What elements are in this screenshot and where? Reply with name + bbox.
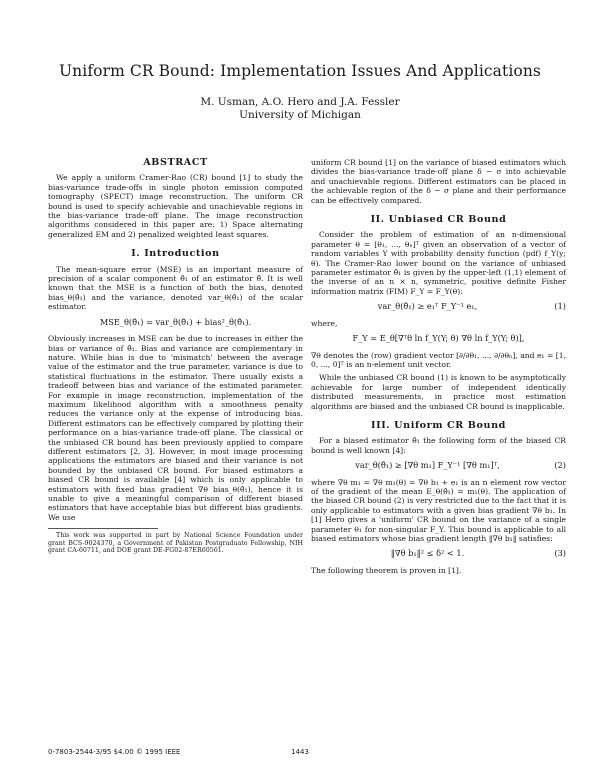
copyright-footer: 0-7803-2544-3/95 $4.00 © 1995 IEEE — [48, 748, 181, 756]
equation-2-number: (2) — [554, 460, 566, 471]
equation-3-expr: ‖∇θ b₁‖² ≤ δ² < 1. — [390, 548, 465, 559]
abstract-heading: ABSTRACT — [143, 157, 208, 168]
equation-1-expr: var_θ(θ̂₁) ≥ e₁ᵀ F_Y⁻¹ e₁, — [377, 301, 478, 312]
uniform-paragraph-1: For a biased estimator θ̂₁ the following form of the biased CR bound is well known [4]: — [311, 436, 566, 455]
equation-3 — [311, 549, 566, 558]
uniform-paragraph-2: where ∇θ m₁ = ∇θ m₁(θ) = ∇θ b₁ + e₁ is an n element row vector of the gradient of the mean E_θ(θ̂₁) = m₁(θ). The application of the biased CR bound (2) is very restricted due to the fact that it is only applicable to estimators with a given bias gradient ∇θ b₁. In [1] Hero gives a 'uniform' CR bound on the variance of a single parameter θ₁ for non-singular F_Y. This bound is applicable to all biased estimators whose bias gradient length ‖∇θ b₁‖ satisfies: — [311, 477, 566, 543]
equation-1-number: (1) — [554, 301, 566, 312]
unbiased-paragraph-2: ∇θ denotes the (row) gradient vector [∂/∂θ₁, ..., ∂/∂θₙ], and e₁ = [1, 0, ..., 0]ᵀ is an n-element unit vector. — [311, 350, 566, 369]
equation-1 — [311, 302, 566, 311]
introduction-heading: I. Introduction — [131, 248, 220, 260]
equation-2-expr: var_θ(θ̂₁) ≥ [∇θ m₁] F_Y⁻¹ [∇θ m₁]ᵀ, — [355, 460, 500, 471]
right-column — [311, 158, 566, 579]
abstract-text: We apply a uniform Cramer-Rao (CR) bound [1] to study the bias-variance trade-offs in single photon emission computed tomography (SPECT) image reconstruction. The uniform CR bound is used to specify achievable and unachievable regions in the bias-variance trade-off plane. The image reconstruction algorithms considered in this paper are: 1) Space alternating generalized EM and 2) penalized weighted least squares. — [48, 173, 303, 239]
intro-paragraph-1: The mean-square error (MSE) is an important measure of precision of a scalar component θ̂₁ of an estimator θ̂. It is well known that the MSE is a function of both the bias, denoted bias_θ(θ̂₁) and the variance, denoted var_θ(θ̂₁) of the scalar estimator. — [48, 264, 303, 312]
fim-equation — [311, 334, 566, 343]
equation-3-number: (3) — [554, 548, 566, 559]
uniform-cr-heading: III. Uniform CR Bound — [371, 419, 506, 431]
unbiased-paragraph-1: Consider the problem of estimation of an n-dimensional parameter θ = [θ₁, ..., θₙ]ᵀ given an observation of a vector of random variables Y with probability density function (pdf) f_Y(y; θ). The Cramer-Rao lower bound on the variance of unbiased parameter estimator θ̂₁ is given by the upper-left (1,1) element of the inverse of an n × n, symmetric, positive definite Fisher information matrix (FIM) F_Y = F_Y(θ): — [311, 230, 566, 296]
fim-equation-expr: F_Y = E_θ[∇ᵀθ ln f_Y(Y; θ) ∇θ ln f_Y(Y; θ)], — [352, 333, 525, 344]
intro-paragraph-2: Obviously increases in MSE can be due to increases in either the bias or variance of θ̂₁. Bias and variance are complementary in nature. While bias is due to 'mismatch' between the average value of the estimator and the true parameter, variance is due to statistical fluctuations in the estimator. There usually exists a tradeoff between bias and variance of the estimated parameter. For example in image reconstruction, implementation of the maximum likelihood algorithm with a smoothness penalty reduces the variance only at the expense of introducing bias. Different estimators can be effectively compared by plotting their performance on a bias-variance trade-off plane. The classical or the unbiased CR bound has been previously applied to compare different estimators [2, 3]. However, in most image processing applications the estimators are biased and their variance is not bounded by the unbiased CR bound. For biased estimators a biased CR bound is available [4] which is only applicable to estimators with fixed bias gradient ∇θ bias_θ(θ̂₁), hence it is unable to give a meaningful comparison of different biased estimators that have acceptable bias but different bias gradients. We use — [48, 334, 303, 522]
author-block — [0, 96, 600, 122]
mse-equation-expr: MSE_θ(θ̂₁) = var_θ(θ̂₁) + bias²_θ(θ̂₁). — [99, 316, 252, 327]
where-label: where, — [311, 318, 338, 328]
equation-2 — [311, 461, 566, 470]
unbiased-cr-heading: II. Unbiased CR Bound — [370, 214, 507, 226]
paper-title: Uniform CR Bound: Implementation Issues And Applications — [59, 62, 541, 80]
uniform-paragraph-3: The following theorem is proven in [1]. — [311, 565, 462, 575]
author-affiliation: University of Michigan — [239, 109, 361, 121]
author-names: M. Usman, A.O. Hero and J.A. Fessler — [200, 96, 400, 108]
left-column — [48, 158, 303, 555]
unbiased-paragraph-3: While the unbiased CR bound (1) is known to be asymptotically achievable for large number of independent identically distributed measurements, in practice most estimation algorithms are biased and the unbiased CR bound is inapplicable. — [311, 373, 566, 411]
page-number: 1443 — [291, 748, 309, 756]
right-continuation-paragraph: uniform CR bound [1] on the variance of biased estimators which divides the bias-variance trade-off plane δ − σ into achievable and unachievable regions. Different estimators can be placed in the achievable region of the δ − σ plane and their performance can be effectively compared. — [311, 158, 566, 205]
footnote-text: This work was supported in part by National Science Foundation under grant BCS-9024370, a Government of Pakistan Postgraduate Fellowship, NIH grant CA-60711, and DOE grant DE-FG02-87ER60561. — [48, 532, 303, 555]
mse-equation — [48, 318, 303, 327]
